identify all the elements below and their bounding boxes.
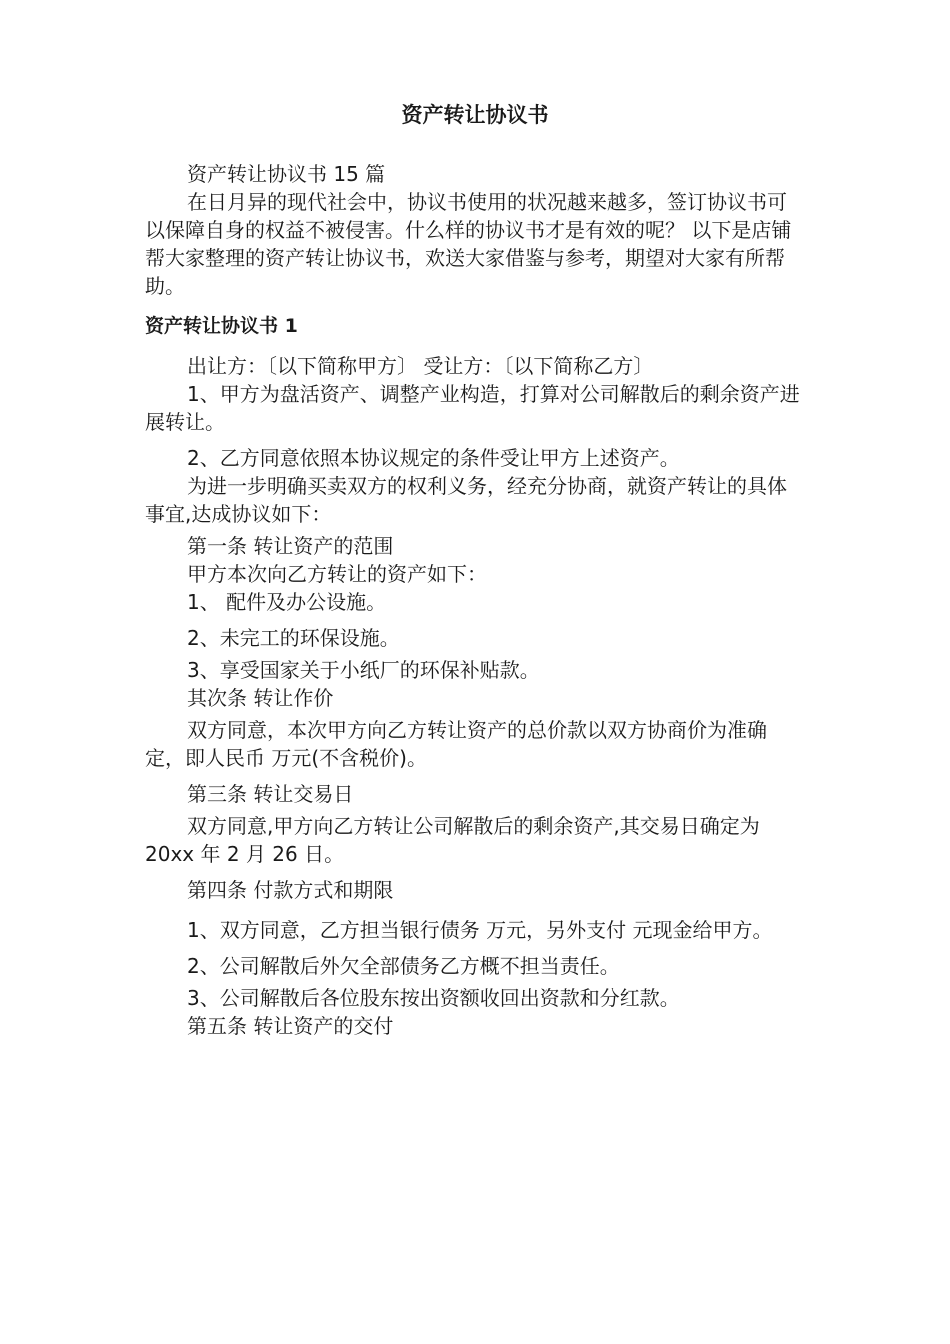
article-1-title: 第一条 转让资产的范围	[187, 534, 394, 558]
section-heading: 资产转让协议书 1	[145, 315, 298, 337]
document-body	[145, 160, 805, 1040]
intro-paragraph: 在日月异的现代社会中，协议书使用的状况越来越多，签订协议书可以保障自身的权益不被侵害。什么样的协议书才是有效的呢？ 以下是店铺帮大家整理的资产转让协议书，欢送大家借鉴与参考，期望对大家有所帮助。	[145, 190, 792, 298]
article-4-item-3: 3、公司解散后各位股东按出资额收回出资款和分红款。	[187, 986, 680, 1010]
article-5-title: 第五条 转让资产的交付	[187, 1014, 394, 1038]
article-4-item-1: 1、双方同意，乙方担当银行债务 万元，另外支付 元现金给甲方。	[187, 918, 773, 942]
document-title: 资产转让协议书	[401, 103, 549, 127]
article-1-item-3: 3、享受国家关于小纸厂的环保补贴款。	[187, 658, 540, 682]
article-2-text: 双方同意，本次甲方向乙方转让资产的总价款以双方协商价为准确定，即人民币 万元(不含税价)。	[145, 718, 767, 770]
article-1-intro: 甲方本次向乙方转让的资产如下：	[187, 562, 487, 586]
clause-paragraph-3: 为进一步明确买卖双方的权利义务，经充分协商，就资产转让的具体事宜,达成协议如下：	[145, 474, 787, 526]
article-2-title: 其次条 转让作价	[187, 686, 334, 710]
article-4-title: 第四条 付款方式和期限	[187, 878, 394, 902]
article-4-item-2: 2、公司解散后外欠全部债务乙方概不担当责任。	[187, 954, 620, 978]
article-3-text: 双方同意,甲方向乙方转让公司解散后的剩余资产,其交易日确定为 20xx 年 2 月 26 日。	[145, 814, 760, 866]
article-3-title: 第三条 转让交易日	[187, 782, 354, 806]
parties-paragraph: 出让方：〔以下简称甲方〕 受让方：〔以下简称乙方〕	[187, 354, 654, 378]
clause-paragraph-2: 2、乙方同意依照本协议规定的条件受让甲方上述资产。	[187, 446, 680, 470]
clause-paragraph-1: 1、甲方为盘活资产、调整产业构造，打算对公司解散后的剩余资产进展转让。	[145, 382, 800, 434]
article-1-item-2: 2、未完工的环保设施。	[187, 626, 400, 650]
document-subtitle: 资产转让协议书 15 篇	[187, 162, 386, 186]
article-1-item-1: 1、 配件及办公设施。	[187, 590, 387, 614]
